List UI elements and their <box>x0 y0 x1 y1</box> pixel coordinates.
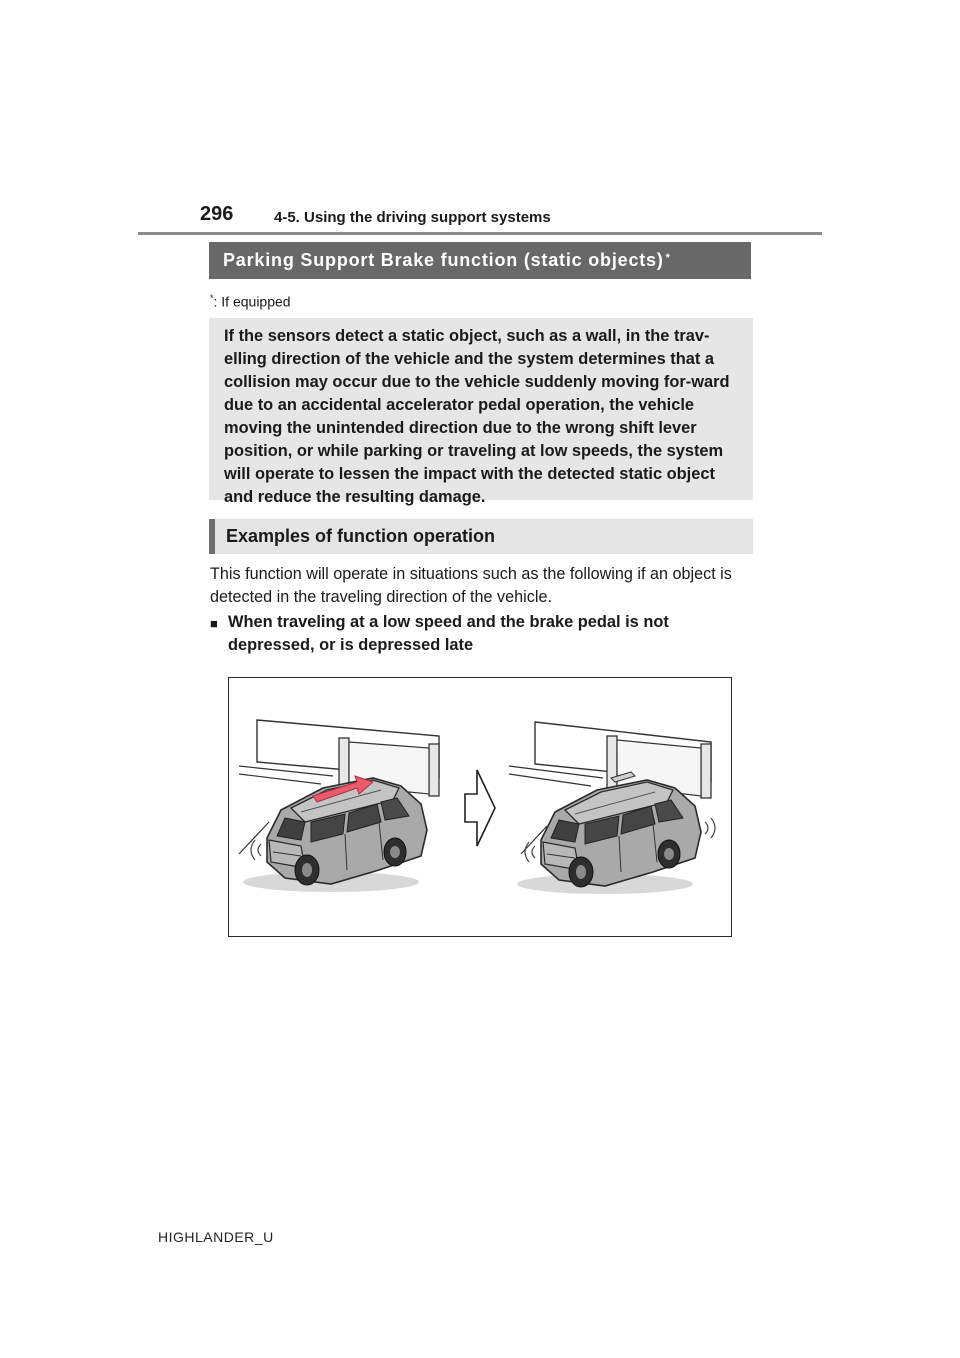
illustration <box>229 678 731 936</box>
example-bullet-text: When traveling at a low speed and the brake pedal is not depressed, or is depressed late <box>228 613 669 654</box>
section-title-text: Parking Support Brake function (static objects) <box>223 250 664 270</box>
arrow-right-icon <box>465 770 495 846</box>
examples-intro: This function will operate in situations such as the following if an object is detected in the traveling direction of the vehicle. <box>210 565 732 606</box>
footnote <box>210 293 291 310</box>
section-header: 4-5. Using the driving support systems <box>274 209 551 226</box>
example-bullet-item <box>210 611 755 657</box>
illustration-frame <box>228 677 732 937</box>
vehicle-approaching-wall <box>243 776 427 892</box>
page-number: 296 <box>200 203 234 225</box>
summary-text: If the sensors detect a static object, such as a wall, in the trav-elling direction of the vehicle and the system determines that a collision may occur due to the vehicle suddenly moving for-ward due to an accidental accelerator pedal operation, the vehicle moving the unintended direction due to the wrong shift lever position, or while parking or traveling at low speeds, the system will operate to lessen the impact with the detected static object and reduce the resulting damage. <box>224 327 730 506</box>
summary-box <box>209 318 753 506</box>
bullet-square-icon: ■ <box>210 616 218 631</box>
section-title <box>209 242 751 279</box>
model-code: HIGHLANDER_U <box>158 1229 274 1245</box>
equipped-marker: * <box>665 251 671 264</box>
header-divider <box>138 232 822 235</box>
examples-heading-text: Examples of function operation <box>226 526 496 546</box>
examples-heading <box>209 519 753 554</box>
footnote-marker: * <box>210 293 214 303</box>
footnote-text: : If equipped <box>213 293 291 310</box>
